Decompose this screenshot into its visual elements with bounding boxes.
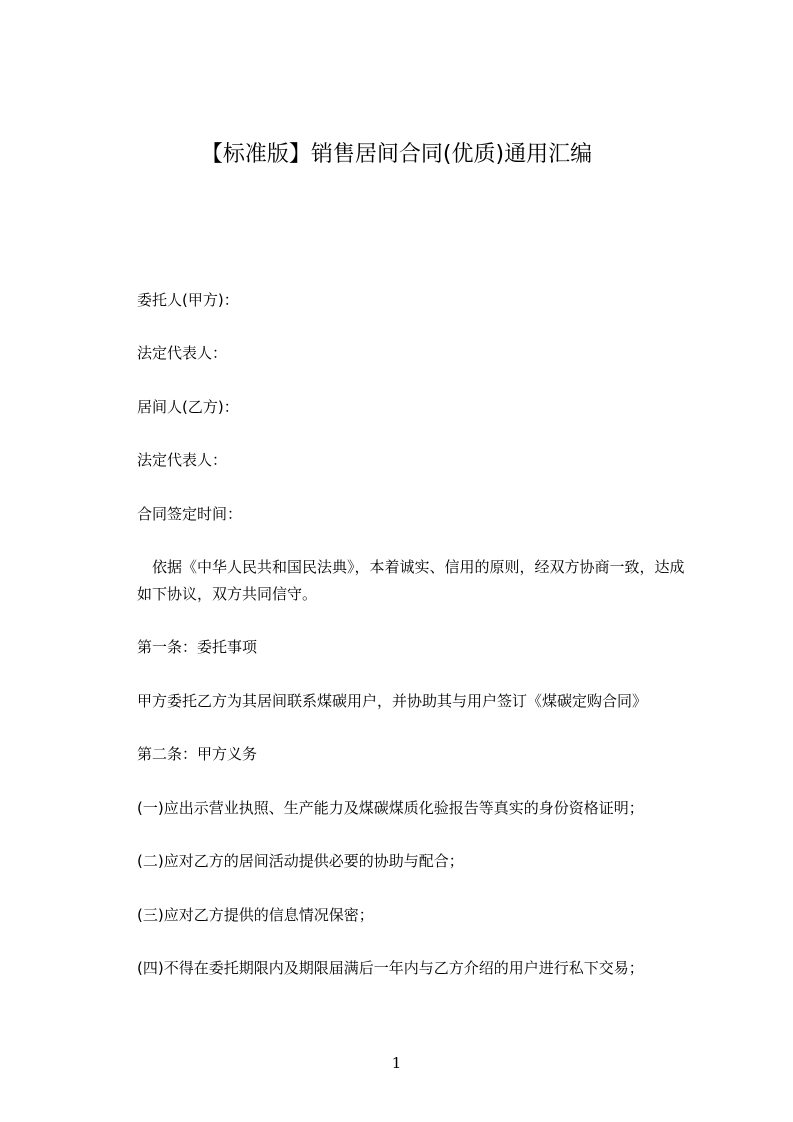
article-one-body: 甲方委托乙方为其居间联系煤碳用户，并协助其与用户签订《煤碳定购合同》 <box>137 692 648 710</box>
party-a-duty-1: (一)应出示营业执照、生产能力及煤碳煤质化验报告等真实的身份资格证明； <box>137 799 644 817</box>
party-a-duty-2: (二)应对乙方的居间活动提供必要的协助与配合； <box>137 852 464 870</box>
page-number: 1 <box>391 1054 402 1072</box>
preamble-paragraph <box>137 554 697 608</box>
article-one-heading: 第一条：委托事项 <box>137 638 258 656</box>
clause-client-legal-rep: 法定代表人： <box>137 344 228 362</box>
clause-client: 委托人(甲方)： <box>137 291 239 309</box>
clause-intermediary: 居间人(乙方)： <box>137 398 239 416</box>
page-title: 【标准版】销售居间合同(优质)通用汇编 <box>200 142 593 167</box>
party-a-duty-4: (四)不得在委托期限内及期限届满后一年内与乙方介绍的用户进行私下交易； <box>137 959 644 977</box>
preamble-text: 依据《中华人民共和国民法典》，本着诚实、信用的原则，经双方协商一致，达成如下协议，双方共同信守。 <box>137 558 685 603</box>
clause-signing-date: 合同签定时间： <box>137 505 243 523</box>
article-two-heading: 第二条：甲方义务 <box>137 745 258 763</box>
party-a-duty-3: (三)应对乙方提供的信息情况保密； <box>137 906 374 924</box>
clause-intermediary-legal-rep: 法定代表人： <box>137 451 228 469</box>
